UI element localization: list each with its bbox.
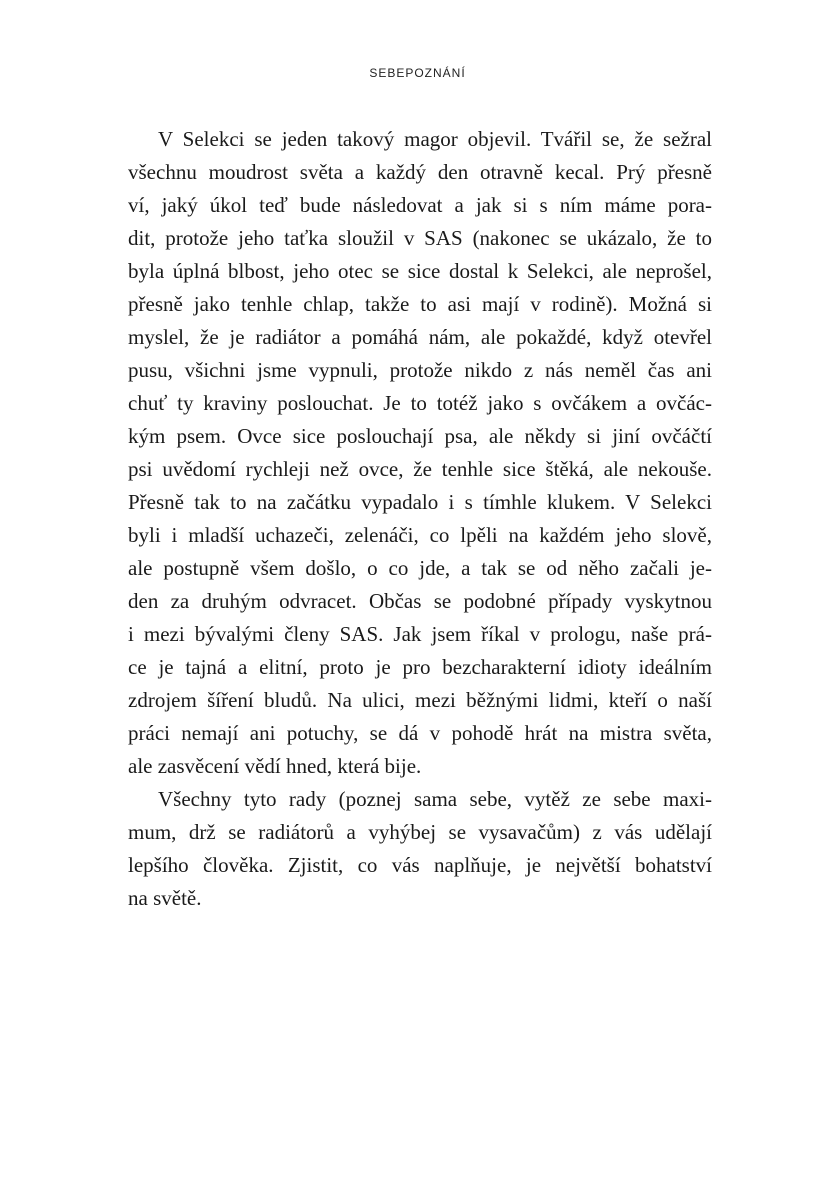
text-line: ví, jaký úkol teď bude následovat a jak si s ním máme pora- bbox=[128, 193, 712, 217]
text-line: myslel, že je radiátor a pomáhá nám, ale pokaždé, když otevřel bbox=[128, 325, 712, 349]
running-head: SEBEPOZNÁNÍ bbox=[369, 66, 466, 80]
text-line: přesně jako tenhle chlap, takže to asi mají v rodině). Možná si bbox=[128, 292, 712, 316]
text-line: V Selekci se jeden takový magor objevil. Tvářil se, že sežral bbox=[158, 127, 712, 151]
text-line: Všechny tyto rady (poznej sama sebe, vytěž ze sebe maxi- bbox=[158, 787, 712, 811]
text-line: lepšího člověka. Zjistit, co vás naplňuje, je největší bohatství bbox=[128, 853, 712, 877]
text-line: dit, protože jeho taťka sloužil v SAS (nakonec se ukázalo, že to bbox=[128, 226, 712, 250]
text-line: pusu, všichni jsme vypnuli, protože nikdo z nás neměl čas ani bbox=[128, 358, 712, 382]
text-line: psi uvědomí rychleji než ovce, že tenhle sice štěká, ale nekouše. bbox=[128, 457, 712, 481]
text-line: mum, drž se radiátorů a vyhýbej se vysavačům) z vás udělají bbox=[128, 820, 712, 844]
text-line: byla úplná blbost, jeho otec se sice dostal k Selekci, ale neprošel, bbox=[128, 259, 712, 283]
text-line: na světě. bbox=[128, 886, 202, 910]
text-line: Přesně tak to na začátku vypadalo i s tímhle klukem. V Selekci bbox=[128, 490, 712, 514]
body-text bbox=[128, 123, 712, 915]
text-line: zdrojem šíření bludů. Na ulici, mezi běžnými lidmi, kteří o naší bbox=[128, 688, 712, 712]
text-line: ce je tajná a elitní, proto je pro bezcharakterní idioty ideálním bbox=[128, 655, 712, 679]
paragraph-1 bbox=[128, 123, 712, 783]
text-line: chuť ty kraviny poslouchat. Je to totéž jako s ovčákem a ovčác- bbox=[128, 391, 712, 415]
text-line: ale zasvěcení vědí hned, která bije. bbox=[128, 754, 422, 778]
text-line: kým psem. Ovce sice poslouchají psa, ale někdy si jiní ovčáčtí bbox=[128, 424, 712, 448]
text-line: den za druhým odvracet. Občas se podobné případy vyskytnou bbox=[128, 589, 712, 613]
text-line: ale postupně všem došlo, o co jde, a tak se od něho začali je- bbox=[128, 556, 712, 580]
text-line: i mezi bývalými členy SAS. Jak jsem říkal v prologu, naše prá- bbox=[128, 622, 712, 646]
paragraph-2 bbox=[128, 783, 712, 915]
text-line: všechnu moudrost světa a každý den otravně kecal. Prý přesně bbox=[128, 160, 712, 184]
text-line: byli i mladší uchazeči, zelenáči, co lpěli na každém jeho slově, bbox=[128, 523, 712, 547]
text-line: práci nemají ani potuchy, se dá v pohodě hrát na mistra světa, bbox=[128, 721, 712, 745]
